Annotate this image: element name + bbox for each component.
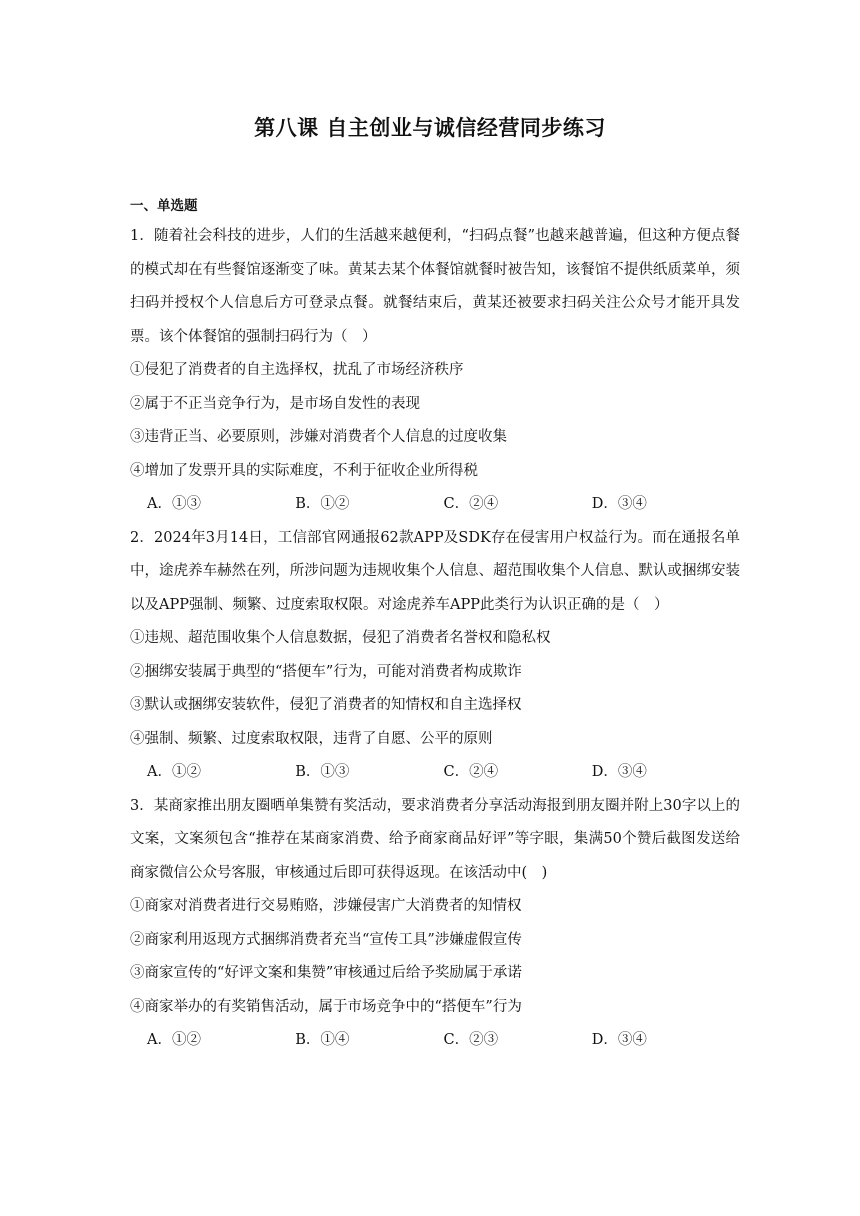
statement-3: ③商家宣传的“好评文案和集赞”审核通过后给予奖励属于承诺 bbox=[130, 965, 522, 981]
question-stem: 3．某商家推出朋友圈晒单集赞有奖活动，要求消费者分享活动海报到朋友圈并附上30字以上的文案，文案须包含“推荐在某商家消费、给予商家商品好评”等字眼，集满50个赞后截图发送给商家微信公众号客服，审核通过后即可获得返现。在该活动中( ) bbox=[130, 797, 740, 881]
choice-b[interactable]: B．①④ bbox=[295, 1032, 350, 1048]
statement-3: ③默认或捆绑安装软件，侵犯了消费者的知情权和自主选择权 bbox=[130, 697, 522, 713]
page-title: 第八课 自主创业与诚信经营同步练习 bbox=[254, 116, 606, 140]
choice-d[interactable]: D．③④ bbox=[591, 496, 647, 512]
choice-d[interactable]: D．③④ bbox=[591, 764, 647, 780]
statement-2: ②捆绑安装属于典型的“搭便车”行为，可能对消费者构成欺诈 bbox=[130, 663, 522, 680]
choice-c[interactable]: C．②④ bbox=[443, 764, 499, 780]
statement-4: ④增加了发票开具的实际难度，不利于征收企业所得税 bbox=[130, 462, 478, 479]
choice-a[interactable]: A．①② bbox=[147, 764, 201, 780]
statement-4: ④商家举办的有奖销售活动，属于市场竞争中的“搭便车”行为 bbox=[130, 998, 522, 1015]
choice-c[interactable]: C．②④ bbox=[443, 496, 499, 512]
question-stem: 2．2024年3月14日，工信部官网通报62款APP及SDK存在侵害用户权益行为。而在通报名单中，途虎养车赫然在列，所涉问题为违规收集个人信息、超范围收集个人信息、默认或捆绑安装以及APP强制、频繁、过度索取权限。对途虎养车APP此类行为认识正确的是（ ） bbox=[130, 529, 740, 613]
statement-2: ②商家利用返现方式捆绑消费者充当“宣传工具”涉嫌虚假宣传 bbox=[130, 931, 522, 948]
choice-d[interactable]: D．③④ bbox=[591, 1032, 647, 1048]
statement-1: ①侵犯了消费者的自主选择权，扰乱了市场经济秩序 bbox=[130, 362, 464, 378]
choice-b[interactable]: B．①② bbox=[295, 496, 350, 512]
statement-1: ①商家对消费者进行交易贿赂，涉嫌侵害广大消费者的知情权 bbox=[130, 898, 522, 914]
question-stem: 1．随着社会科技的进步，人们的生活越来越便利，“扫码点餐”也越来越普遍，但这种方便点餐的模式却在有些餐馆逐渐变了味。黄某去某个体餐馆就餐时被告知，该餐馆不提供纸质菜单，须扫码并授权个人信息后方可登录点餐。就餐结束后，黄某还被要求扫码关注公众号才能开具发票。该个体餐馆的强制扫码行为（ ） bbox=[130, 228, 740, 345]
choice-b[interactable]: B．①③ bbox=[295, 764, 350, 780]
question-2 bbox=[130, 522, 740, 790]
choice-a[interactable]: A．①② bbox=[147, 1032, 201, 1048]
question-1 bbox=[130, 220, 740, 522]
answer-choices bbox=[130, 756, 740, 790]
exercise-content bbox=[130, 192, 740, 1058]
answer-choices bbox=[130, 488, 740, 522]
answer-choices bbox=[130, 1024, 740, 1058]
statement-3: ③违背正当、必要原则，涉嫌对消费者个人信息的过度收集 bbox=[130, 429, 507, 445]
statement-1: ①违规、超范围收集个人信息数据，侵犯了消费者名誉权和隐私权 bbox=[130, 630, 551, 646]
statement-4: ④强制、频繁、过度索取权限，违背了自愿、公平的原则 bbox=[130, 730, 493, 747]
choice-c[interactable]: C．②③ bbox=[443, 1032, 499, 1048]
section-heading: 一、单选题 bbox=[130, 198, 198, 214]
statement-2: ②属于不正当竞争行为，是市场自发性的表现 bbox=[130, 395, 420, 412]
choice-a[interactable]: A．①③ bbox=[147, 496, 201, 512]
question-3 bbox=[130, 790, 740, 1058]
